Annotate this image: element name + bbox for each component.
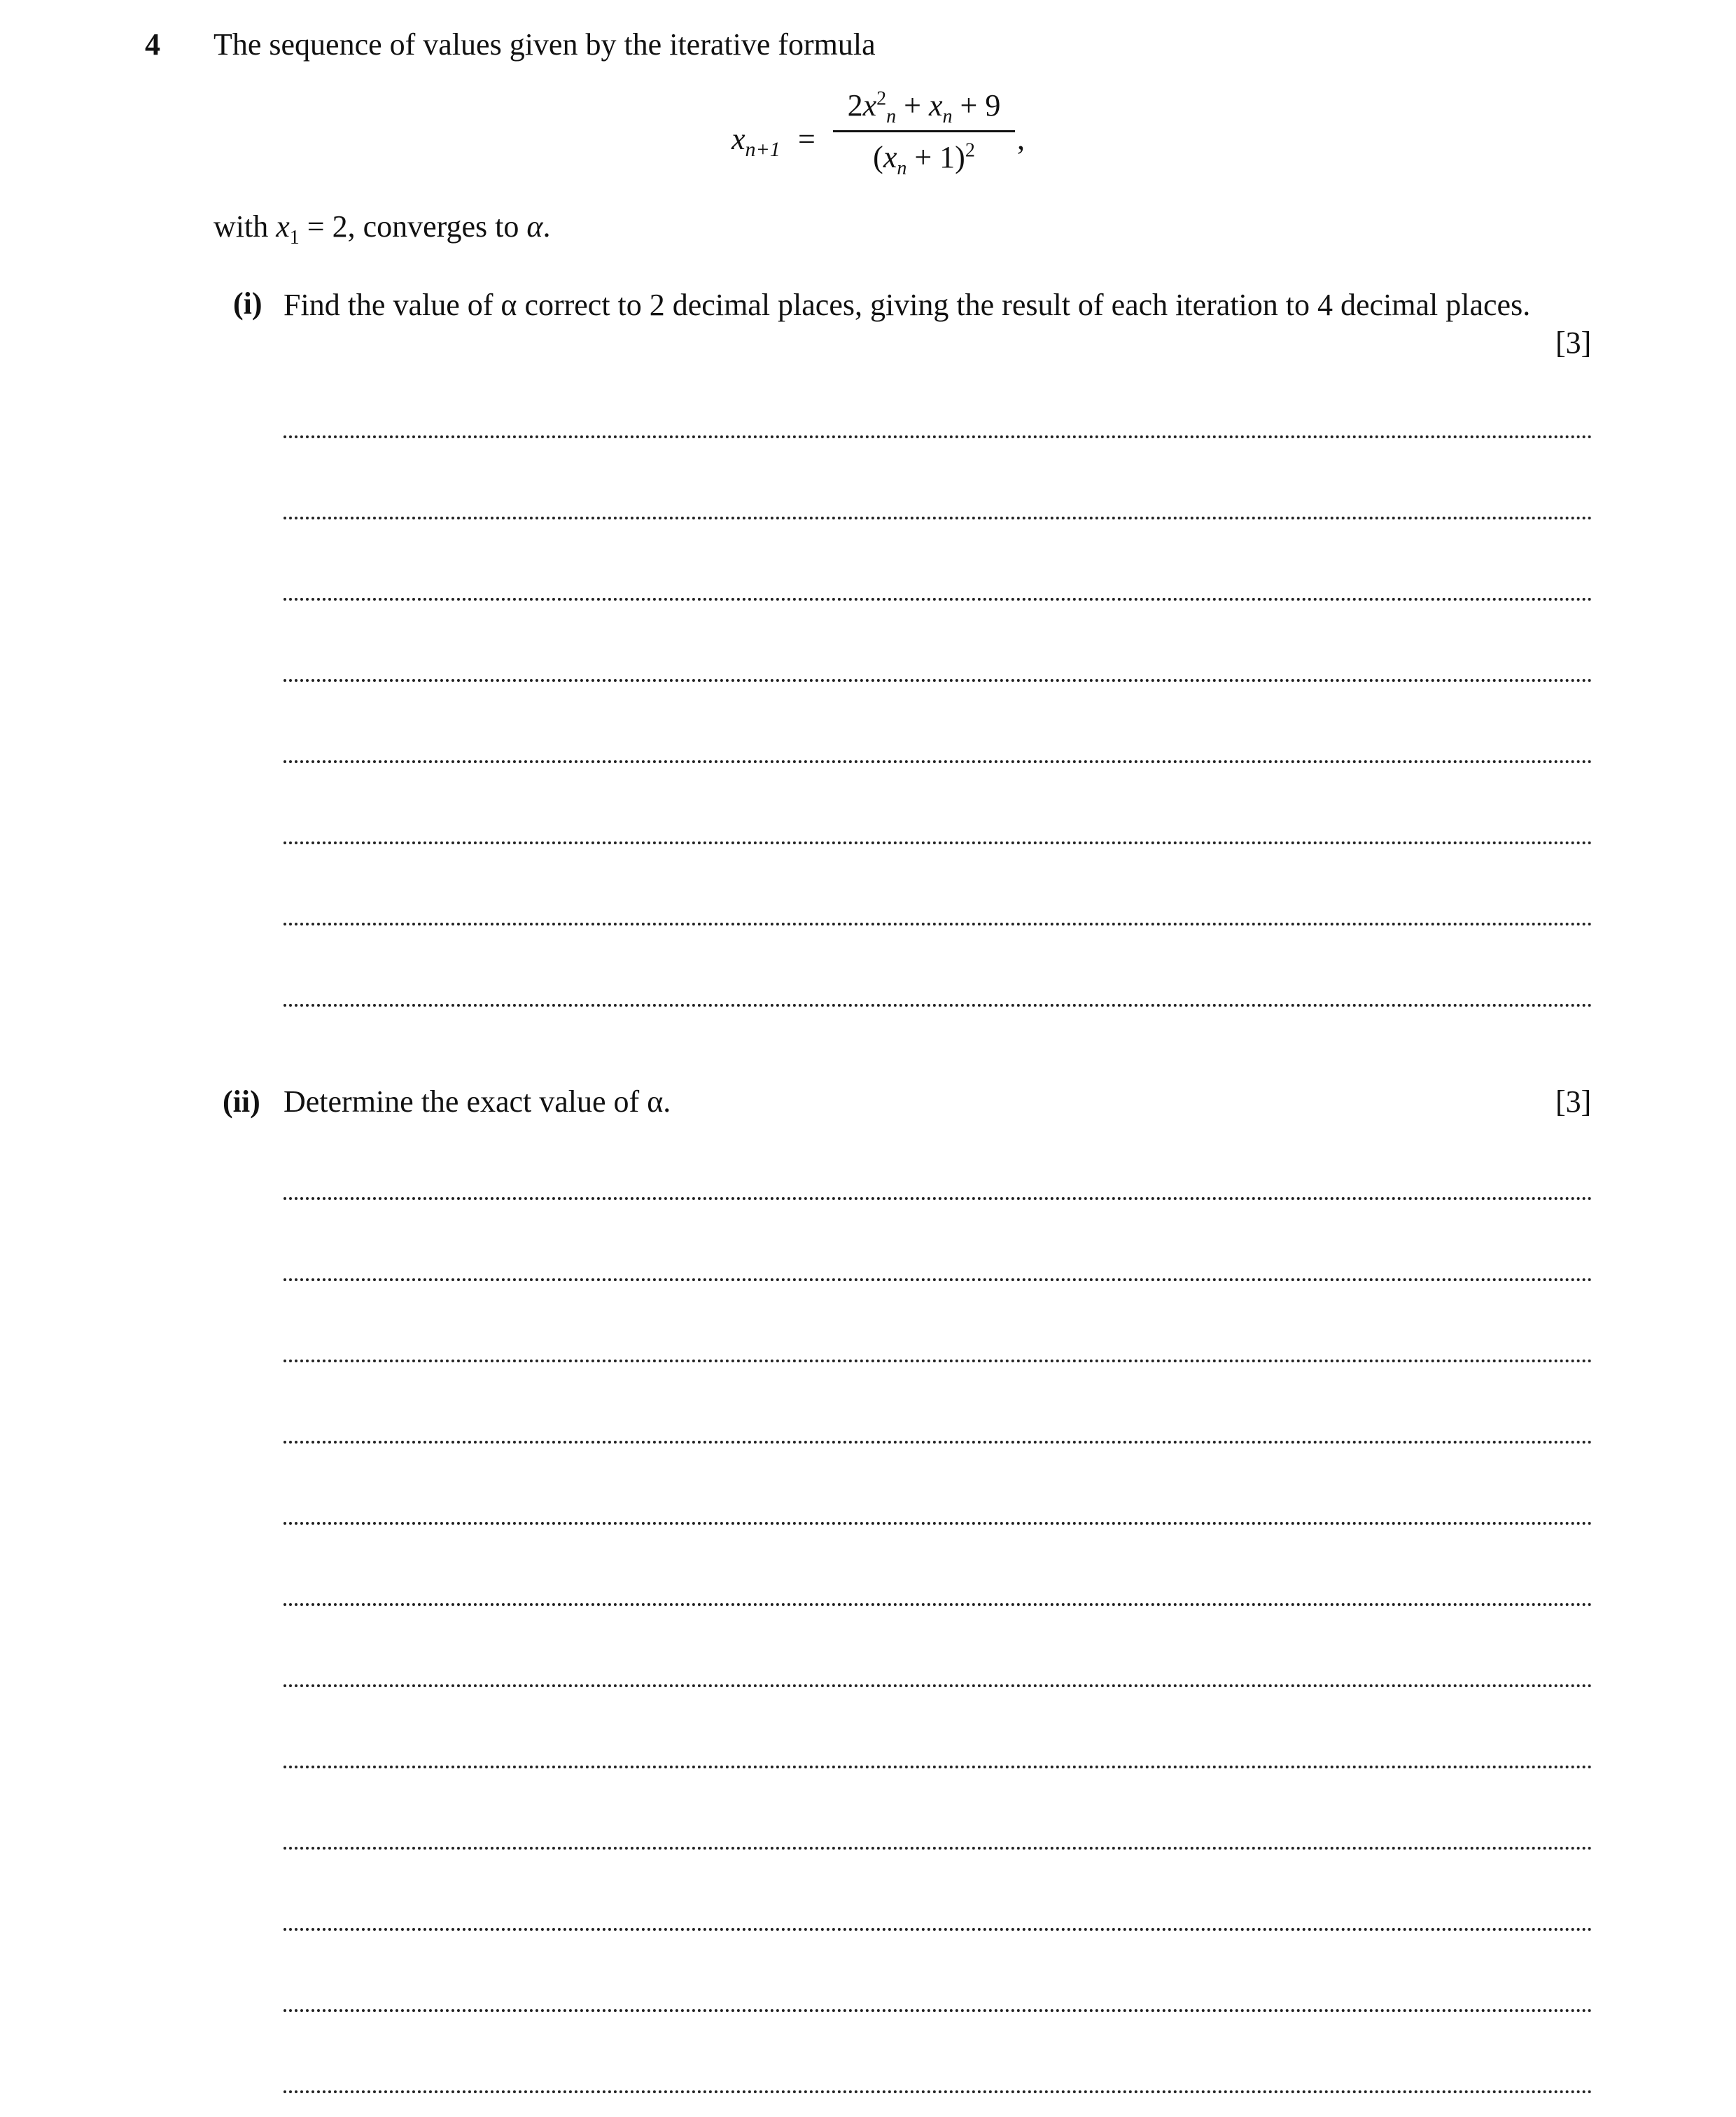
answer-line[interactable] [284, 1928, 1592, 1931]
answer-line[interactable] [284, 1004, 1592, 1007]
answer-line[interactable] [284, 1278, 1592, 1281]
answer-line[interactable] [284, 2090, 1592, 2093]
answer-line[interactable] [284, 841, 1592, 844]
answer-line[interactable] [284, 923, 1592, 925]
answer-line[interactable] [284, 1603, 1592, 1606]
question-number: 4 [145, 27, 160, 62]
formula-numerator: $2x^2_n + x_n + 9$ [847, 88, 1001, 127]
answer-line[interactable] [284, 1766, 1592, 1768]
formula-comma: , [1017, 122, 1025, 156]
answer-line[interactable] [284, 760, 1592, 763]
answer-line[interactable] [284, 598, 1592, 601]
answer-line[interactable] [284, 1684, 1592, 1687]
answer-line[interactable] [284, 1522, 1592, 1525]
part-i-marks: [3] [1555, 326, 1592, 360]
part-ii-label: (ii) [223, 1084, 260, 1119]
answer-line[interactable] [284, 1847, 1592, 1850]
part-ii-marks: [3] [1555, 1084, 1592, 1119]
part-i-text: Find the value of α correct to 2 decimal places, giving the result of each iteration to 4 decimal places. [284, 288, 1531, 322]
fraction-bar [833, 130, 1015, 132]
answer-line[interactable] [284, 435, 1592, 438]
answer-line[interactable] [284, 1441, 1592, 1444]
part-ii-text: Determine the exact value of α. [284, 1084, 671, 1119]
answer-line[interactable] [284, 1360, 1592, 1362]
formula-lhs: $x_{n+1}$ [732, 122, 780, 161]
iterative-formula [721, 83, 1029, 195]
answer-line[interactable] [284, 1197, 1592, 1200]
answer-line[interactable] [284, 679, 1592, 682]
question-stem: The sequence of values given by the iterative formula [214, 27, 876, 62]
answer-line[interactable] [284, 517, 1592, 519]
formula-equals: = [798, 122, 816, 156]
initial-condition: with $x_1 = 2$, converges to α. [214, 209, 551, 249]
part-i-label: (i) [233, 286, 262, 321]
formula-denominator: $(x_n + 1)^2$ [873, 139, 975, 179]
answer-line[interactable] [284, 2009, 1592, 2012]
formula-fraction [833, 83, 1015, 183]
